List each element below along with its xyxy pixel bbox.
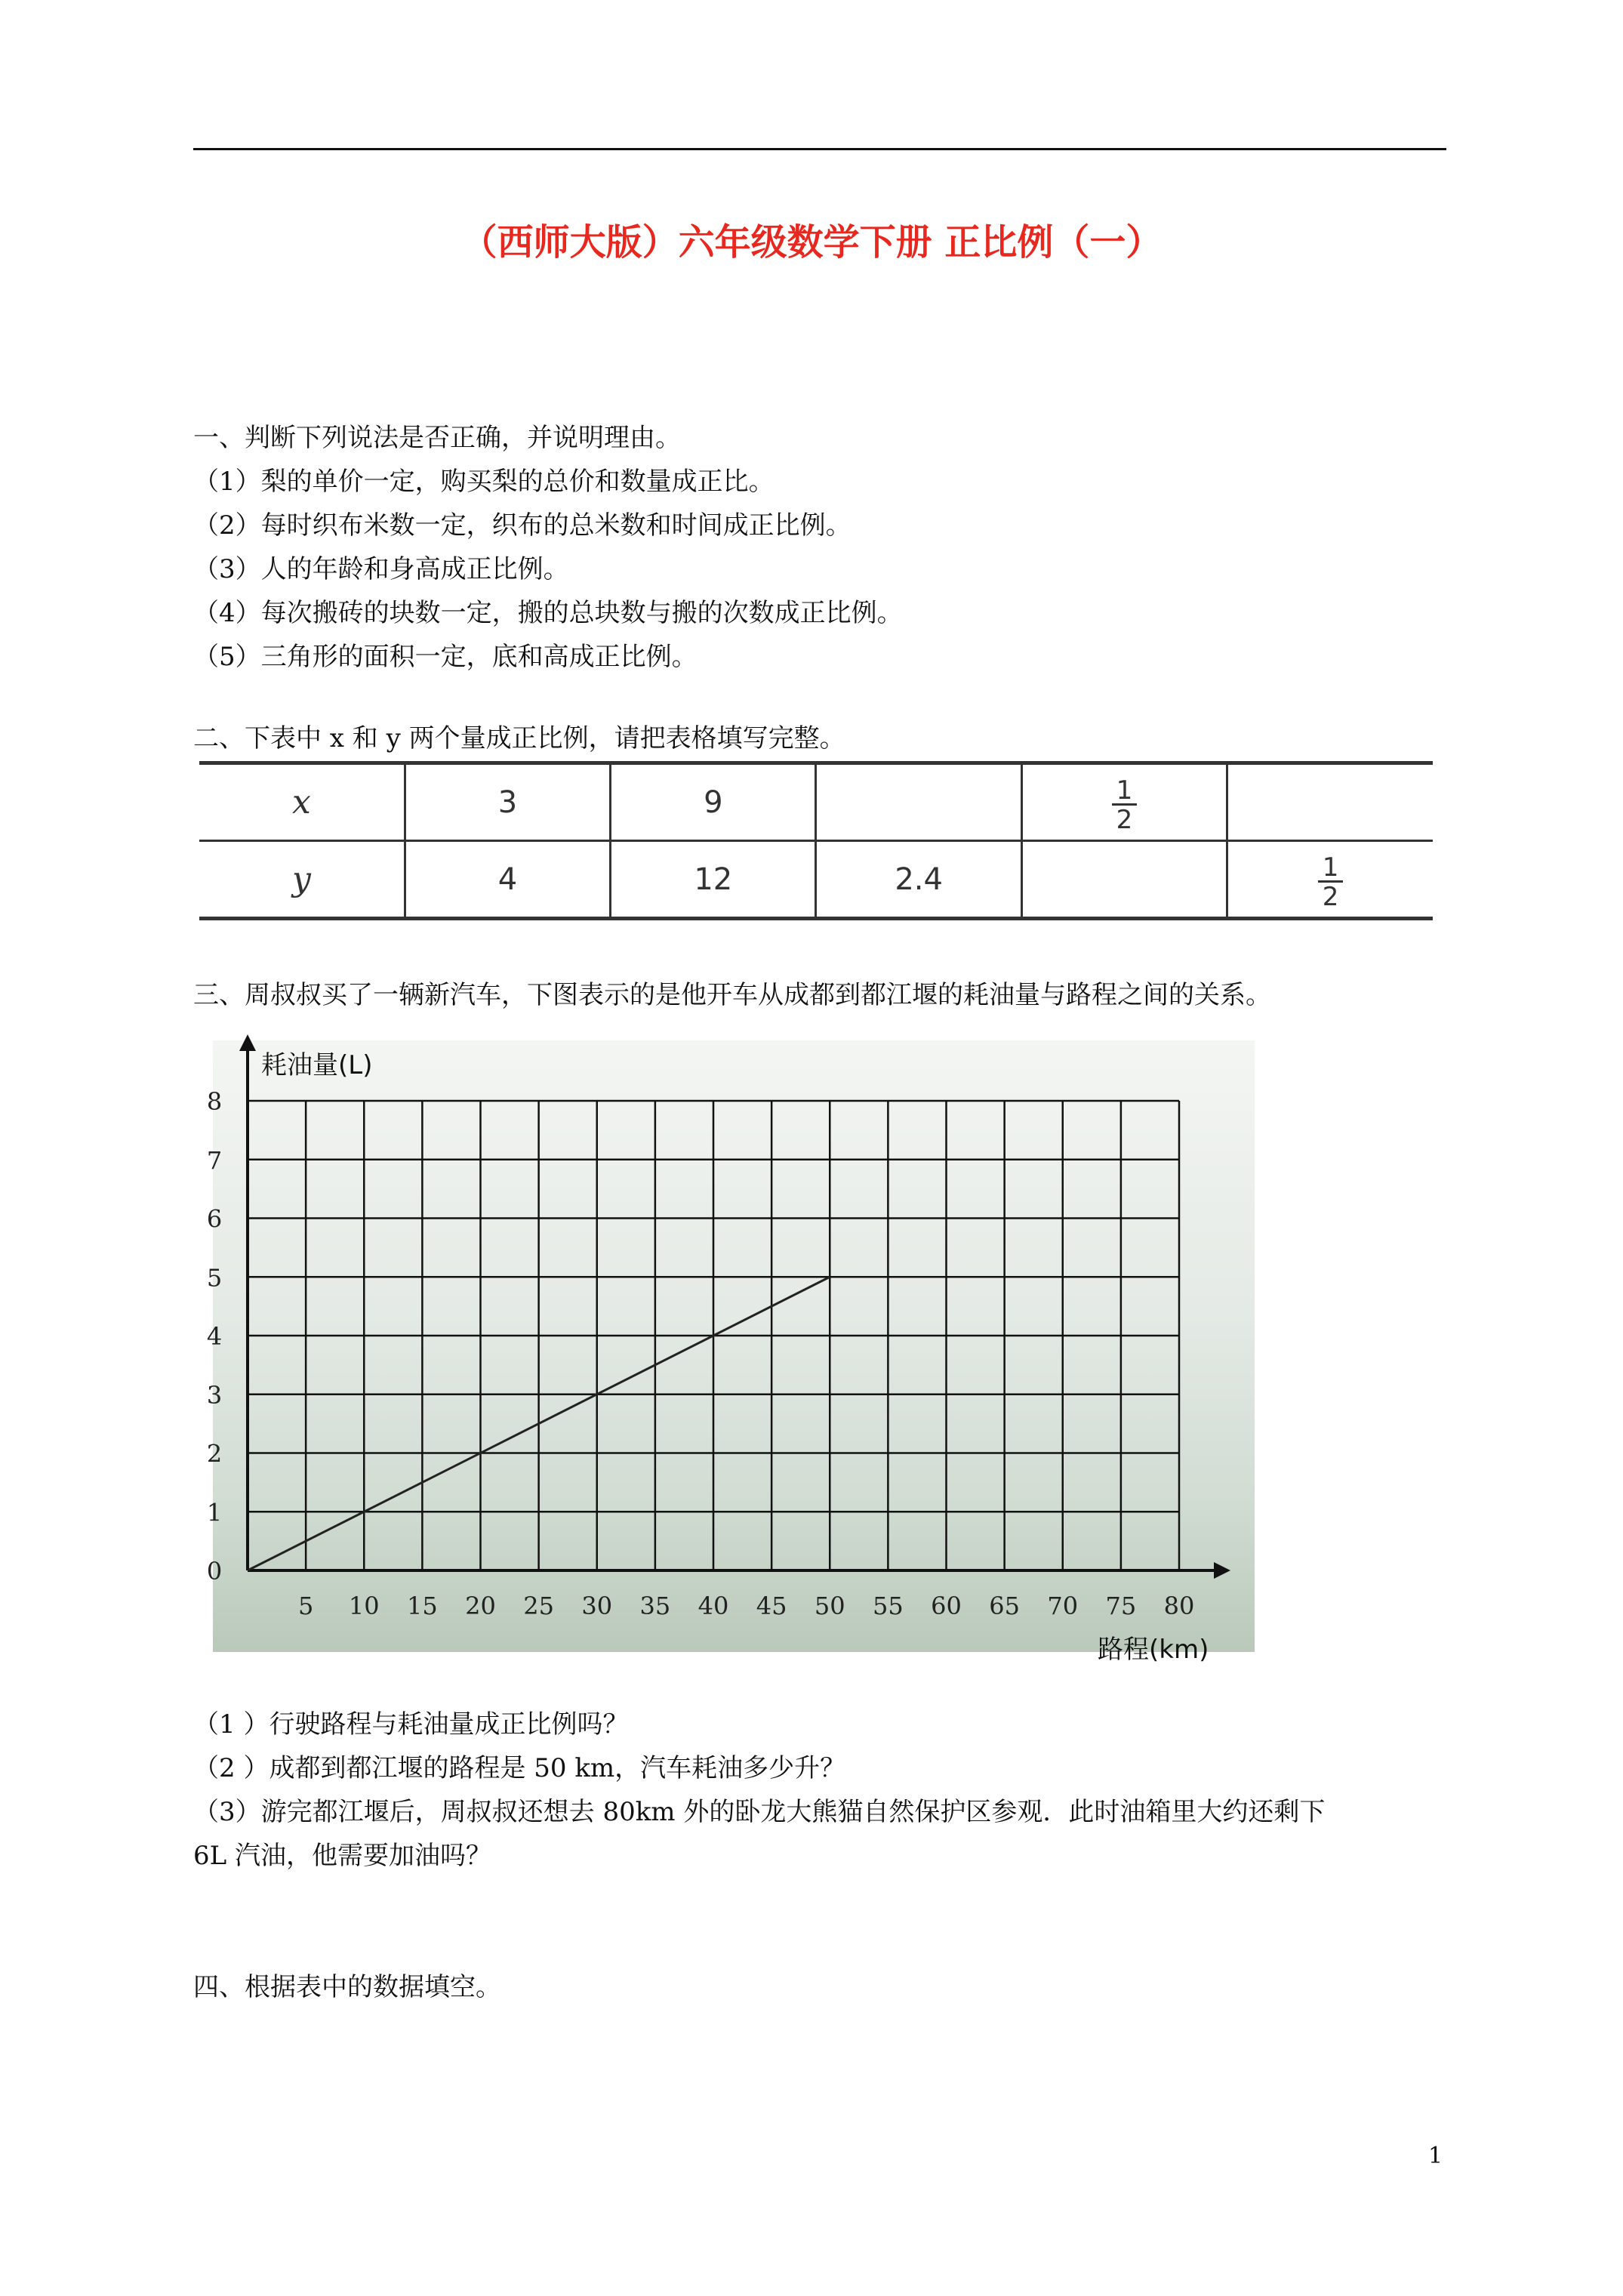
section1-heading: 一、判断下列说法是否正确，并说明理由。 (193, 423, 681, 453)
table-cell-y-label: y (199, 841, 405, 919)
table-cell-y5 (1227, 841, 1433, 919)
section3-question-2: （2 ）成都到都江堰的路程是 50 km，汽车耗油多少升？ (193, 1753, 846, 1783)
y-axis-label: 耗油量(L) (261, 1050, 373, 1080)
y-tick-label: 5 (206, 1263, 223, 1293)
x-tick-label: 5 (297, 1592, 314, 1620)
section1-item-5: （5）三角形的面积一定，底和高成正比例。 (193, 642, 698, 672)
section3-question-1: （1 ）行驶路程与耗油量成正比例吗？ (193, 1709, 629, 1740)
section1-item-1: （1）梨的单价一定，购买梨的总价和数量成正比。 (193, 467, 775, 497)
table-cell-x2: 9 (611, 763, 816, 841)
section1-item-4: （4）每次搬砖的块数一定，搬的总块数与搬的次数成正比例。 (193, 598, 903, 628)
y-tick-label: 7 (206, 1145, 223, 1175)
x-tick-label: 70 (1047, 1592, 1079, 1620)
fraction-one-half: $\frac{1}{2}$ (1112, 778, 1138, 833)
table-cell-y3: 2.4 (816, 841, 1021, 919)
table-row-y (199, 841, 1433, 919)
section2-heading: 二、下表中 x 和 y 两个量成正比例，请把表格填写完整。 (193, 723, 845, 754)
proportion-table (199, 761, 1433, 920)
section1-item-2: （2）每时织布米数一定，织布的总米数和时间成正比例。 (193, 510, 852, 541)
x-tick-label: 10 (348, 1592, 380, 1620)
y-tick-label: 1 (206, 1498, 223, 1527)
x-tick-label: 45 (756, 1592, 787, 1620)
section3-question-3-cont: 6L 汽油，他需要加油吗？ (193, 1841, 492, 1871)
chart-svg (193, 1034, 1265, 1676)
x-tick-label: 25 (523, 1592, 554, 1620)
fraction-one-half: $\frac{1}{2}$ (1318, 855, 1344, 910)
x-tick-label: 40 (698, 1592, 729, 1620)
y-tick-label: 0 (206, 1557, 223, 1586)
y-tick-label: 8 (206, 1087, 223, 1116)
section4-heading: 四、根据表中的数据填空。 (193, 1972, 501, 2002)
section1-item-3: （3）人的年龄和身高成正比例。 (193, 554, 569, 584)
table-cell-x3[interactable] (816, 763, 1021, 841)
chart-background (213, 1040, 1255, 1652)
x-tick-label: 65 (989, 1592, 1020, 1620)
x-tick-label: 15 (407, 1592, 438, 1620)
page-title: （西师大版）六年级数学下册 正比例（一） (460, 221, 1163, 264)
table-cell-y4[interactable] (1021, 841, 1227, 919)
y-tick-label: 4 (206, 1322, 223, 1351)
x-tick-label: 55 (873, 1592, 904, 1620)
table-cell-y2: 12 (611, 841, 816, 919)
x-tick-label: 30 (581, 1592, 613, 1620)
table-cell-y1: 4 (405, 841, 610, 919)
table-cell-x5[interactable] (1227, 763, 1433, 841)
x-axis-label: 路程(km) (1098, 1635, 1209, 1665)
x-tick-label: 35 (639, 1592, 671, 1620)
fuel-distance-chart (193, 1034, 1265, 1676)
x-tick-label: 60 (931, 1592, 962, 1620)
x-tick-label: 20 (465, 1592, 496, 1620)
section3-heading: 三、周叔叔买了一辆新汽车，下图表示的是他开车从成都到都江堰的耗油量与路程之间的关系。 (193, 980, 1271, 1010)
table-cell-x4 (1021, 763, 1227, 841)
section3-question-3: （3）游完都江堰后，周叔叔还想去 80km 外的卧龙大熊猫自然保护区参观．此时油箱里大约还剩下 (193, 1797, 1326, 1827)
y-tick-label: 2 (206, 1439, 223, 1469)
y-tick-label: 6 (206, 1204, 223, 1234)
x-tick-label: 50 (814, 1592, 845, 1620)
x-tick-label: 75 (1105, 1592, 1137, 1620)
table-cell-x-label: x (199, 763, 405, 841)
x-tick-label: 80 (1163, 1592, 1195, 1620)
y-tick-label: 3 (206, 1380, 223, 1410)
page-number: 1 (1428, 2143, 1443, 2169)
table-row-x (199, 763, 1433, 841)
header-rule (193, 148, 1446, 150)
table-cell-x1: 3 (405, 763, 610, 841)
